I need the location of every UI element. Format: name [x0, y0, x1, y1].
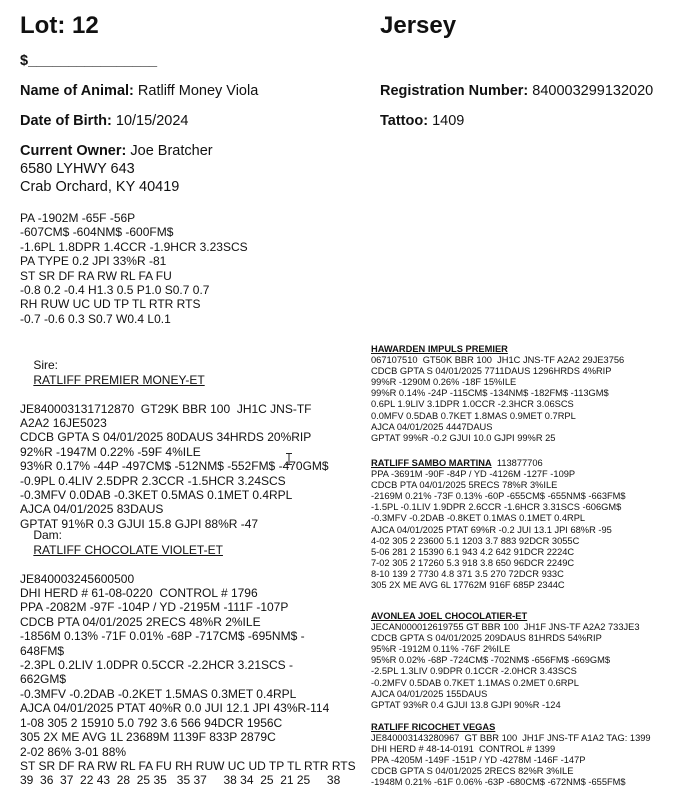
pedigree-line: -0.2MFV 0.5DAB 0.7KET 1.1MAS 0.2MET 0.6RPL: [371, 677, 579, 688]
pedigree-line: 99%R 0.14% -24P -115CM$ -134NM$ -182FM$ -113GM$: [371, 388, 609, 399]
dam-line: 648FM$: [20, 643, 65, 658]
pedigree-line: -1.5PL -0.1LIV 1.9DPR 2.6CCR -1.6HCR 3.31SCS -606GM$: [371, 502, 622, 513]
registration-number: [380, 82, 653, 100]
sire-line: -0.3MFV 0.0DAB -0.3KET 0.5MAS 0.1MET 0.4RPL: [20, 488, 293, 503]
dam-line: CDCB PTA 04/01/2025 2RECS 48%R 2%ILE: [20, 614, 261, 629]
sire-line: GPTAT 91%R 0.3 GJUI 15.8 GJPI 88%R -47: [20, 516, 259, 531]
pedigree-line: AJCA 04/01/2025 4447DAUS: [371, 421, 493, 432]
dam-line: DHI HERD # 61-08-0220 CONTROL # 1796: [20, 586, 258, 601]
pedigree-name: HAWARDEN IMPULS PREMIER: [371, 344, 508, 354]
sire-section: [20, 344, 329, 531]
dob-value: 10/15/2024: [115, 113, 189, 129]
sire-line: A2A2 16JE5023: [20, 416, 107, 431]
pedigree-line: 99%R -1290M 0.26% -18F 15%ILE: [371, 377, 517, 388]
sire-name: RATLIFF PREMIER MONEY-ET: [33, 372, 205, 387]
dam-line: 305 2X ME AVG 1L 23689M 1139F 833P 2879C: [20, 730, 276, 745]
pedigree-name: RATLIFF SAMBO MARTINA: [371, 458, 492, 468]
tattoo-label: Tattoo:: [380, 113, 429, 129]
genomic-line: PA TYPE 0.2 JPI 33%R -81: [20, 254, 167, 269]
tattoo: [380, 112, 464, 130]
pedigree-dam-dam: [371, 722, 651, 789]
current-owner: [20, 142, 213, 196]
sire-label: Sire:: [33, 358, 59, 373]
pedigree-line: PPA -4205M -149F -151P / YD -4278M -146F -147P: [371, 755, 586, 766]
genomic-line: -1.6PL 1.8DPR 1.4CCR -1.9HCR 3.23SCS: [20, 239, 248, 254]
pedigree-line: 0.6PL 1.9LIV 3.1DPR 1.0CCR -2.3HCR 3.06SCS: [371, 399, 574, 410]
tattoo-value: 1409: [432, 113, 465, 129]
lot-number: 12: [71, 12, 99, 39]
pedigree-line: -2169M 0.21% -73F 0.13% -60P -655CM$ -655NM$ -663FM$: [371, 491, 626, 502]
sire-line: 93%R 0.17% -44P -497CM$ -512NM$ -552FM$ -470GM$: [20, 459, 329, 474]
genomic-line: -607CM$ -604NM$ -600FM$: [20, 225, 174, 240]
owner-name: Joe Bratcher: [130, 143, 213, 159]
price-line: $________________: [20, 53, 158, 69]
pedigree-line: 067107510 GT50K BBR 100 JH1C JNS-TF A2A2 29JE3756: [371, 355, 625, 366]
pedigree-line: CDCB GPTA S 04/01/2025 7711DAUS 1296HRDS 4%RIP: [371, 366, 612, 377]
dam-line: -0.3MFV -0.2DAB -0.2KET 1.5MAS 0.3MET 0.4RPL: [20, 686, 297, 701]
genomic-line: PA -1902M -65F -56P: [20, 211, 136, 225]
lot-label: Lot:: [20, 12, 66, 39]
name-of-animal: [20, 82, 258, 100]
genomic-summary: [20, 211, 248, 326]
name-of-animal-value: Ratliff Money Viola: [137, 83, 259, 99]
sire-line: CDCB GPTA S 04/01/2025 80DAUS 34HRDS 20%RIP: [20, 430, 312, 445]
dam-label: Dam:: [33, 528, 63, 543]
pedigree-line: JE840003143280967 GT BBR 100 JH1F JNS-TF A1A2 TAG: 1399: [371, 733, 651, 744]
sire-line: -0.9PL 0.4LIV 2.5DPR 2.3CCR -1.5HCR 3.24SCS: [20, 473, 286, 488]
registration-value: 840003299132020: [532, 83, 654, 99]
pedigree-sire-dam: [371, 458, 626, 591]
pedigree-line: DHI HERD # 48-14-0191 CONTROL # 1399: [371, 744, 556, 755]
pedigree-line: 95%R -1912M 0.11% -76F 2%ILE: [371, 644, 511, 655]
pedigree-line: 5-06 281 2 15390 6.1 943 4.2 642 91DCR 2224C: [371, 546, 575, 557]
genomic-line: ST SR DF RA RW RL FA FU: [20, 268, 172, 283]
dam-line: 2-02 86% 3-01 88%: [20, 744, 127, 759]
pedigree-line: 8-10 139 2 7730 4.8 371 3.5 270 72DCR 933C: [371, 568, 564, 579]
pedigree-line: AJCA 04/01/2025 155DAUS: [371, 688, 488, 699]
dam-name: RATLIFF CHOCOLATE VIOLET-ET: [33, 542, 223, 557]
text-cursor-icon: [286, 452, 292, 464]
pedigree-dam-sire: [371, 611, 640, 711]
pedigree-name: RATLIFF RICOCHET VEGAS: [371, 722, 496, 732]
pedigree-line: AJCA 04/01/2025 PTAT 69%R -0.2 JUI 13.1 JPI 68%R -95: [371, 524, 612, 535]
dam-line: -2.3PL 0.2LIV 1.0DPR 0.5CCR -2.2HCR 3.21SCS -: [20, 658, 294, 673]
pedigree-line: 0.0MFV 0.5DAB 0.7KET 1.8MAS 0.9MET 0.7RPL: [371, 410, 576, 421]
owner-address-line-1: 6580 LYHWY 643: [20, 161, 135, 177]
dam-line: AJCA 04/01/2025 PTAT 40%R 0.0 JUI 12.1 JPI 43%R-114: [20, 701, 330, 716]
pedigree-line: -0.3MFV -0.2DAB -0.8KET 0.1MAS 0.1MET 0.4RPL: [371, 513, 586, 524]
dam-line: 1-08 305 2 15910 5.0 792 3.6 566 94DCR 1956C: [20, 715, 283, 730]
sire-line: JE840003131712870 GT29K BBR 100 JH1C JNS-TF: [20, 401, 312, 416]
genomic-line: RH RUW UC UD TP TL RTR RTS: [20, 297, 201, 312]
dam-line: 39 36 37 22 43 28 25 35 35 37 38 34 25 21 25 38: [20, 773, 341, 788]
pedigree-line: 4-02 305 2 23600 5.1 1203 3.7 883 92DCR 3055C: [371, 535, 580, 546]
dam-line: PPA -2082M -97F -104P / YD -2195M -111F -107P: [20, 600, 289, 615]
pedigree-line: PPA -3691M -90F -84P / YD -4126M -127F -109P: [371, 469, 576, 480]
pedigree-line: JECAN000012619755 GT BBR 100 JH1F JNS-TF A2A2 733JE3: [371, 622, 640, 633]
pedigree-id: 113877706: [496, 458, 543, 468]
dob-label: Date of Birth:: [20, 113, 112, 129]
pedigree-line: CDCB PTA 04/01/2025 5RECS 78%R 3%ILE: [371, 480, 558, 491]
breed-heading: Jersey: [380, 12, 457, 39]
pedigree-line: GPTAT 93%R 0.4 GJUI 13.8 GJPI 90%R -124: [371, 699, 561, 710]
pedigree-line: CDCB GPTA S 04/01/2025 2RECS 82%R 3%ILE: [371, 766, 574, 777]
pedigree-line: 305 2X ME AVG 6L 17762M 916F 685P 2344C: [371, 580, 565, 591]
date-of-birth: [20, 112, 188, 130]
dam-line: 662GM$: [20, 672, 67, 687]
registration-label: Registration Number:: [380, 83, 529, 99]
pedigree-line: GPTAT 99%R -0.2 GJUI 10.0 GJPI 99%R 25: [371, 432, 556, 443]
genomic-line: -0.8 0.2 -0.4 H1.3 0.5 P1.0 S0.7 0.7: [20, 283, 210, 298]
owner-address-line-2: Crab Orchard, KY 40419: [20, 179, 180, 195]
name-of-animal-label: Name of Animal:: [20, 83, 134, 99]
pedigree-name: AVONLEA JOEL CHOCOLATIER-ET: [371, 611, 528, 621]
pedigree-line: 7-02 305 2 17260 5.3 918 3.8 650 96DCR 2249C: [371, 557, 575, 568]
genomic-line: -0.7 -0.6 0.3 S0.7 W0.4 L0.1: [20, 311, 171, 326]
owner-label: Current Owner:: [20, 143, 127, 159]
pedigree-sire-sire: [371, 344, 624, 444]
lot-heading: [20, 12, 99, 40]
pedigree-line: CDCB GPTA S 04/01/2025 209DAUS 81HRDS 54%RIP: [371, 633, 602, 644]
dam-section: [20, 514, 356, 788]
sire-line: AJCA 04/01/2025 83DAUS: [20, 502, 164, 517]
dam-line: -1856M 0.13% -71F 0.01% -68P -717CM$ -695NM$ -: [20, 629, 305, 644]
pedigree-line: -2.5PL 1.3LIV 0.9DPR 0.1CCR -2.0HCR 3.43SCS: [371, 666, 577, 677]
dam-line: JE840003245600500: [20, 571, 135, 586]
pedigree-line: -1948M 0.21% -61F 0.06% -63P -680CM$ -672NM$ -655FM$: [371, 777, 626, 788]
dam-line: ST SR DF RA RW RL FA FU RH RUW UC UD TP TL RTR RTS: [20, 758, 356, 773]
pedigree-line: 95%R 0.02% -68P -724CM$ -702NM$ -656FM$ -669GM$: [371, 655, 611, 666]
sire-line: 92%R -1947M 0.22% -59F 4%ILE: [20, 444, 201, 459]
